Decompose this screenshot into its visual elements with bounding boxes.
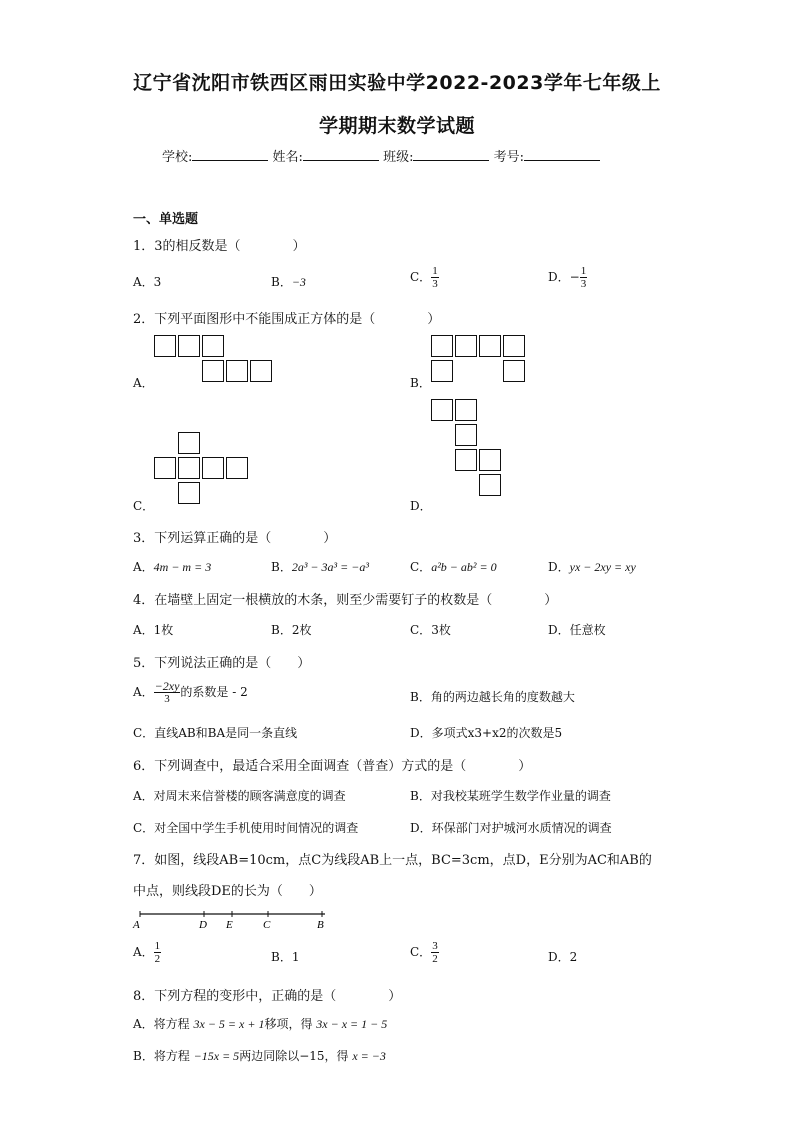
fraction: $\frac{3}{2}$ — [432, 940, 438, 965]
q8-option-b[interactable]: B．将方程 −15x = 5两边同除以−15，得 x = −3 — [133, 1049, 386, 1063]
exam-number-label: 考号: — [493, 150, 524, 165]
section-title: 一、单选题 — [133, 212, 199, 227]
q1-option-c[interactable]: C． $\frac{1}{3}$ — [410, 265, 438, 290]
fraction: $\frac{1}{3}$ — [432, 265, 438, 290]
q5-option-d[interactable]: D．多项式x3+x2的次数是5 — [410, 726, 563, 740]
q7-option-a[interactable]: A． $\frac{1}{2}$ — [133, 940, 161, 965]
point-c-label: C — [263, 919, 271, 931]
q5-option-c[interactable]: C．直线AB和BA是同一条直线 — [133, 726, 298, 740]
name-blank[interactable] — [303, 148, 379, 161]
q8-option-a[interactable]: A．将方程 3x − 5 = x + 1移项，得 3x − x = 1 − 5 — [133, 1017, 388, 1031]
q6-option-c[interactable]: C．对全国中学生手机使用时间情况的调查 — [133, 821, 359, 835]
point-b-label: B — [317, 919, 324, 931]
q7-option-b[interactable]: B．1 — [271, 950, 300, 964]
question-7-stem: 7．如图，线段AB=10cm，点C为线段AB上一点，BC=3cm，点D，E分别为AC和AB的 — [133, 853, 652, 868]
segment-figure — [130, 904, 340, 934]
q6-option-a[interactable]: A．对周末来信誉楼的顾客满意度的调查 — [133, 789, 346, 803]
q2-option-d-label[interactable]: D． — [410, 499, 432, 513]
q4-option-b[interactable]: B．2枚 — [271, 623, 312, 637]
q7-option-c[interactable]: C． $\frac{3}{2}$ — [410, 940, 438, 965]
q5-option-b[interactable]: B．角的两边越长角的度数越大 — [410, 690, 575, 704]
fraction: $\frac{-2xy}{3}$ — [154, 679, 180, 705]
q4-option-a[interactable]: A．1枚 — [133, 623, 174, 637]
q6-option-d[interactable]: D．环保部门对护城河水质情况的调查 — [410, 821, 612, 835]
question-3-stem: 3．下列运算正确的是（ ） — [133, 531, 337, 546]
q7-option-d[interactable]: D．2 — [548, 950, 578, 964]
question-1-stem: 1．3的相反数是（ ） — [133, 239, 306, 254]
q6-option-b[interactable]: B．对我校某班学生数学作业量的调查 — [410, 789, 611, 803]
q3-option-d[interactable]: D．yx − 2xy = xy — [548, 560, 636, 574]
point-e-label: E — [226, 919, 233, 931]
question-8-stem: 8．下列方程的变形中，正确的是（ ） — [133, 989, 402, 1004]
name-label: 姓名: — [272, 150, 303, 165]
exam-title-line2: 学期期末数学试题 — [318, 115, 475, 137]
q4-option-d[interactable]: D．任意枚 — [548, 623, 606, 637]
point-d-label: D — [199, 919, 207, 931]
fraction: $\frac{1}{2}$ — [154, 940, 161, 965]
q2-option-c-label[interactable]: C． — [133, 499, 155, 513]
q3-option-a[interactable]: A．4m − m = 3 — [133, 560, 212, 574]
q3-option-c[interactable]: C．a²b − ab² = 0 — [410, 560, 497, 574]
q4-option-c[interactable]: C．3枚 — [410, 623, 451, 637]
school-label: 学校: — [162, 150, 193, 165]
fraction: $\frac{1}{3}$ — [580, 265, 587, 290]
exam-title-line1: 辽宁省沈阳市铁西区雨田实验中学2022-2023学年七年级上 — [133, 72, 661, 94]
q1-option-b[interactable]: B．−3 — [271, 275, 306, 289]
q2-option-b-label[interactable]: B． — [410, 376, 431, 390]
q1-option-d[interactable]: D．− $\frac{1}{3}$ — [548, 265, 587, 290]
question-6-stem: 6．下列调查中，最适合采用全面调查（普查）方式的是（ ） — [133, 759, 532, 774]
school-blank[interactable] — [192, 148, 268, 161]
question-4-stem: 4．在墙壁上固定一根横放的木条，则至少需要钉子的枚数是（ ） — [133, 593, 558, 608]
class-blank[interactable] — [413, 148, 489, 161]
q3-option-b[interactable]: B．2a³ − 3a³ = −a³ — [271, 560, 369, 574]
question-5-stem: 5．下列说法正确的是（ ） — [133, 656, 311, 671]
q2-option-a-label[interactable]: A． — [133, 376, 154, 390]
student-info-line — [162, 146, 600, 165]
question-2-stem: 2．下列平面图形中不能围成正方体的是（ ） — [133, 312, 441, 327]
class-label: 班级: — [383, 150, 414, 165]
question-7-stem-cont: 中点，则线段DE的长为（ ） — [133, 884, 322, 899]
point-a-label: A — [133, 919, 140, 931]
exam-number-blank[interactable] — [524, 148, 600, 161]
q5-option-a[interactable]: A． $\frac{-2xy}{3}$ 的系数是 - 2 — [133, 679, 248, 705]
q1-option-a[interactable]: A．3 — [133, 275, 162, 289]
